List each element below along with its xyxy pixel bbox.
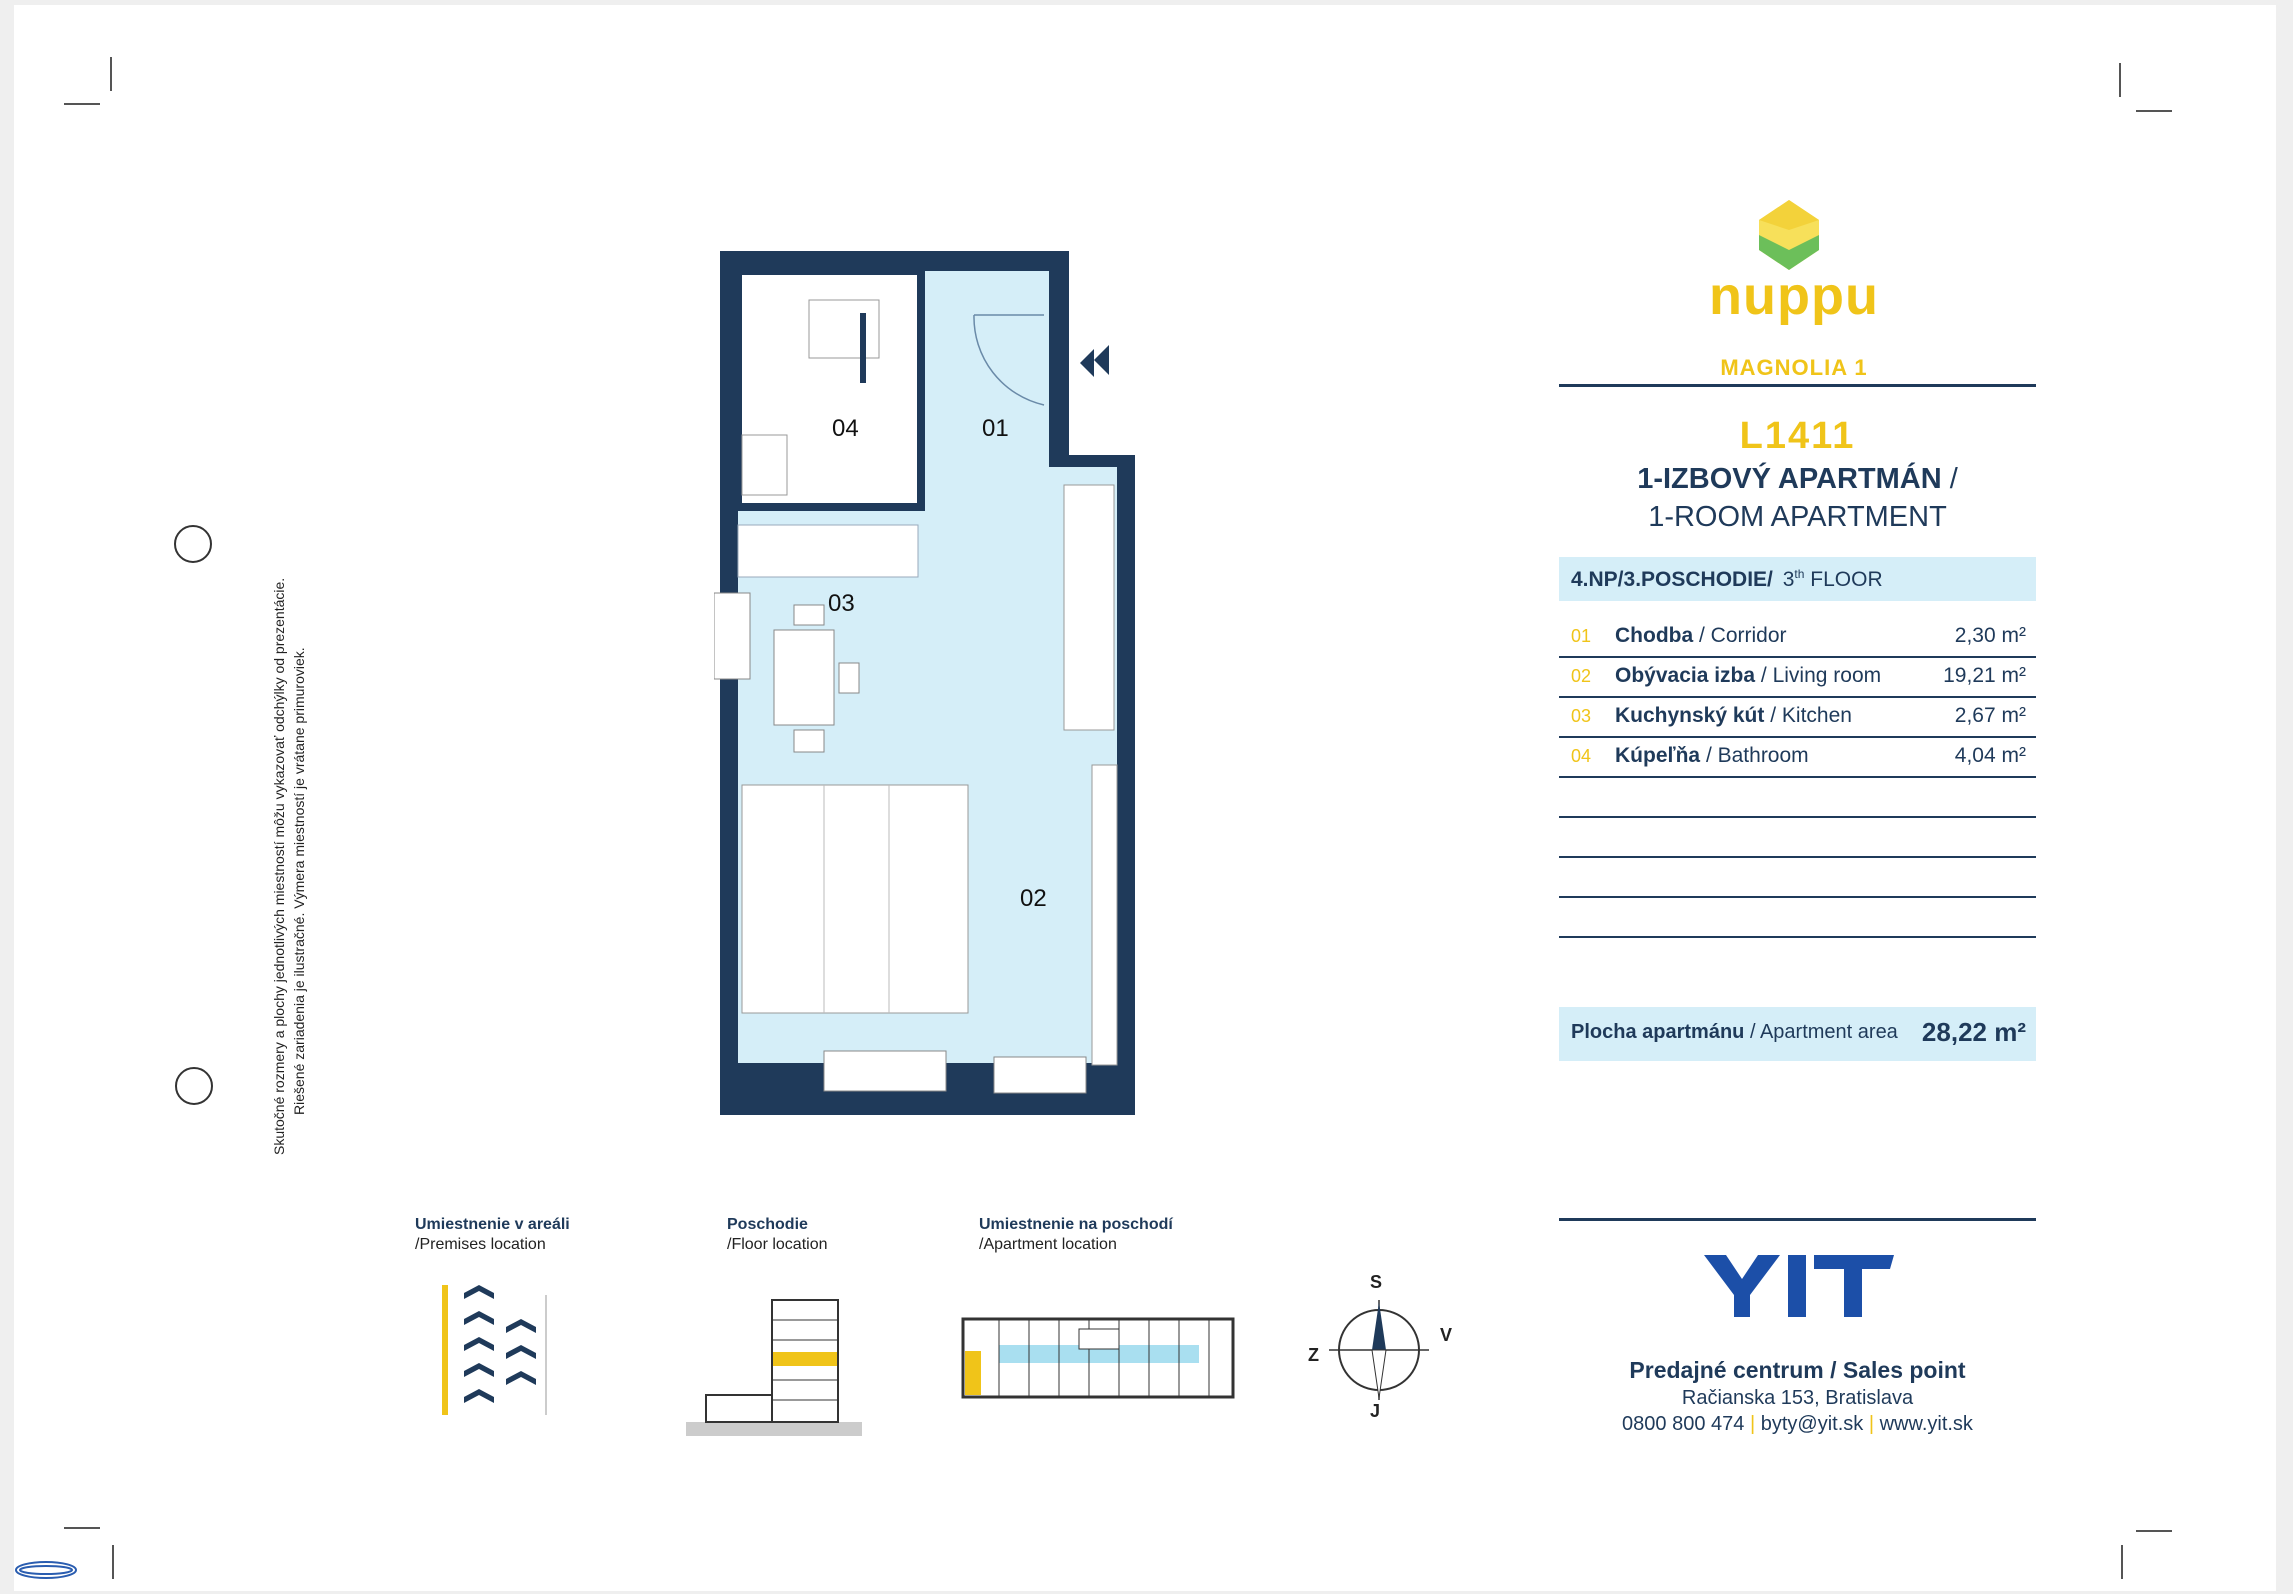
apartment-area-value: 28,22 m² [1921,1017,2026,1047]
unit-code: L1411 [1739,415,1856,457]
nuppu-logo-icon [1744,195,1834,275]
divider [1559,816,2036,818]
divider [1559,736,2036,738]
project-name: MAGNOLIA 1 [1720,355,1868,380]
window-bottom-left [824,1051,946,1091]
window-left [714,593,750,679]
compass-west: Z [1308,1345,1319,1365]
floor-plan [714,245,1154,1125]
apartment-type-sk: 1-IZBOVÝ APARTMÁN / [1637,463,1958,495]
disclaimer-note [269,578,309,1155]
sales-address: Račianska 153, Bratislava [1681,1387,1914,1409]
divider [1559,696,2036,698]
divider [1559,856,2036,858]
floor-sk: 4.NP/3.POSCHODIE/ [1571,568,1773,591]
table-row: 01 Chodba / Corridor 2,30 m² [1571,624,2026,647]
window-bottom-right [994,1057,1086,1093]
premises-location-label: Umiestnenie v areáli /Premises location [415,1216,570,1253]
crop-mark [64,1527,100,1529]
table-row: 04 Kúpeľňa / Bathroom 4,04 m² [1571,744,2026,767]
email-link[interactable]: byty@yit.sk [1760,1413,1864,1435]
table-row: 03 Kuchynský kút / Kitchen 2,67 m² [1571,704,2026,727]
brand-name: nuppu [1709,266,1879,326]
disclaimer-line-1: Skutočné rozmery a plochy jednotlivých miestností môžu vykazovať odchýlky od prezentácie. [271,577,287,1155]
sales-point: Predajné centrum / Sales point [1629,1357,1966,1383]
apartment-floor-plan [959,1305,1244,1405]
divider [1559,896,2036,898]
closet [1092,765,1117,1065]
floor-location-label: Poschodie /Floor location [727,1216,828,1253]
floor-bar [1559,557,2036,601]
floor-en: FLOOR [1810,568,1883,591]
crop-mark [2119,63,2121,97]
dining-table [774,630,834,725]
web-link[interactable]: www.yit.sk [1879,1413,1973,1435]
apartment-location-label: Umiestnenie na poschodí /Apartment location [979,1216,1173,1253]
company-name [1559,1325,2036,1326]
room-label-04: 04 [832,415,859,442]
compass-north: S [1370,1272,1383,1292]
floor-sup: th [1794,567,1805,581]
crop-mark [2136,1530,2172,1532]
divider [1559,384,2036,387]
apartment-area: Plocha apartmánu / Apartment area 28,22 m² [1559,1007,2036,1061]
kitchen-counter [738,525,918,577]
compass-icon [1324,1290,1434,1410]
floor-num: 3 [1782,568,1795,591]
apartment-type-en: 1-ROOM APARTMENT [1648,501,1947,533]
binder-hole [175,1067,213,1105]
entrance-arrow-icon [1094,345,1109,375]
sales-contact: 0800 800 474 | byty@yit.sk | www.yit.sk [1622,1413,1973,1435]
divider [1559,1218,2036,1221]
crop-mark [2136,110,2172,112]
binder-hole [174,525,212,563]
room-label-03: 03 [828,590,855,617]
crop-mark [64,103,100,105]
divider [1559,936,2036,938]
phone-link[interactable]: 0800 800 474 [1622,1413,1745,1435]
divider [1559,776,2036,778]
table-row: 02 Obývacia izba / Living room 19,21 m² [1571,664,2026,687]
premises-map [434,1275,574,1425]
crop-mark [110,57,112,91]
crop-mark [112,1545,114,1579]
room-label-01: 01 [982,415,1009,442]
room-label-02: 02 [1020,885,1047,912]
wardrobe [1064,485,1114,730]
floor-section [686,1290,876,1440]
scan-artifact-icon [14,1555,84,1585]
crop-mark [2121,1545,2123,1579]
bed [742,785,968,1013]
floorplan-sheet [14,5,2276,1591]
compass-south: J [1370,1401,1381,1421]
divider [1559,656,2036,658]
compass-east: V [1440,1325,1453,1345]
disclaimer-line-2: Riešené zariadenia je ilustračné. Výmera miestností je vrátane primuroviek. [291,647,307,1115]
yit-logo-icon [1704,1255,1894,1317]
